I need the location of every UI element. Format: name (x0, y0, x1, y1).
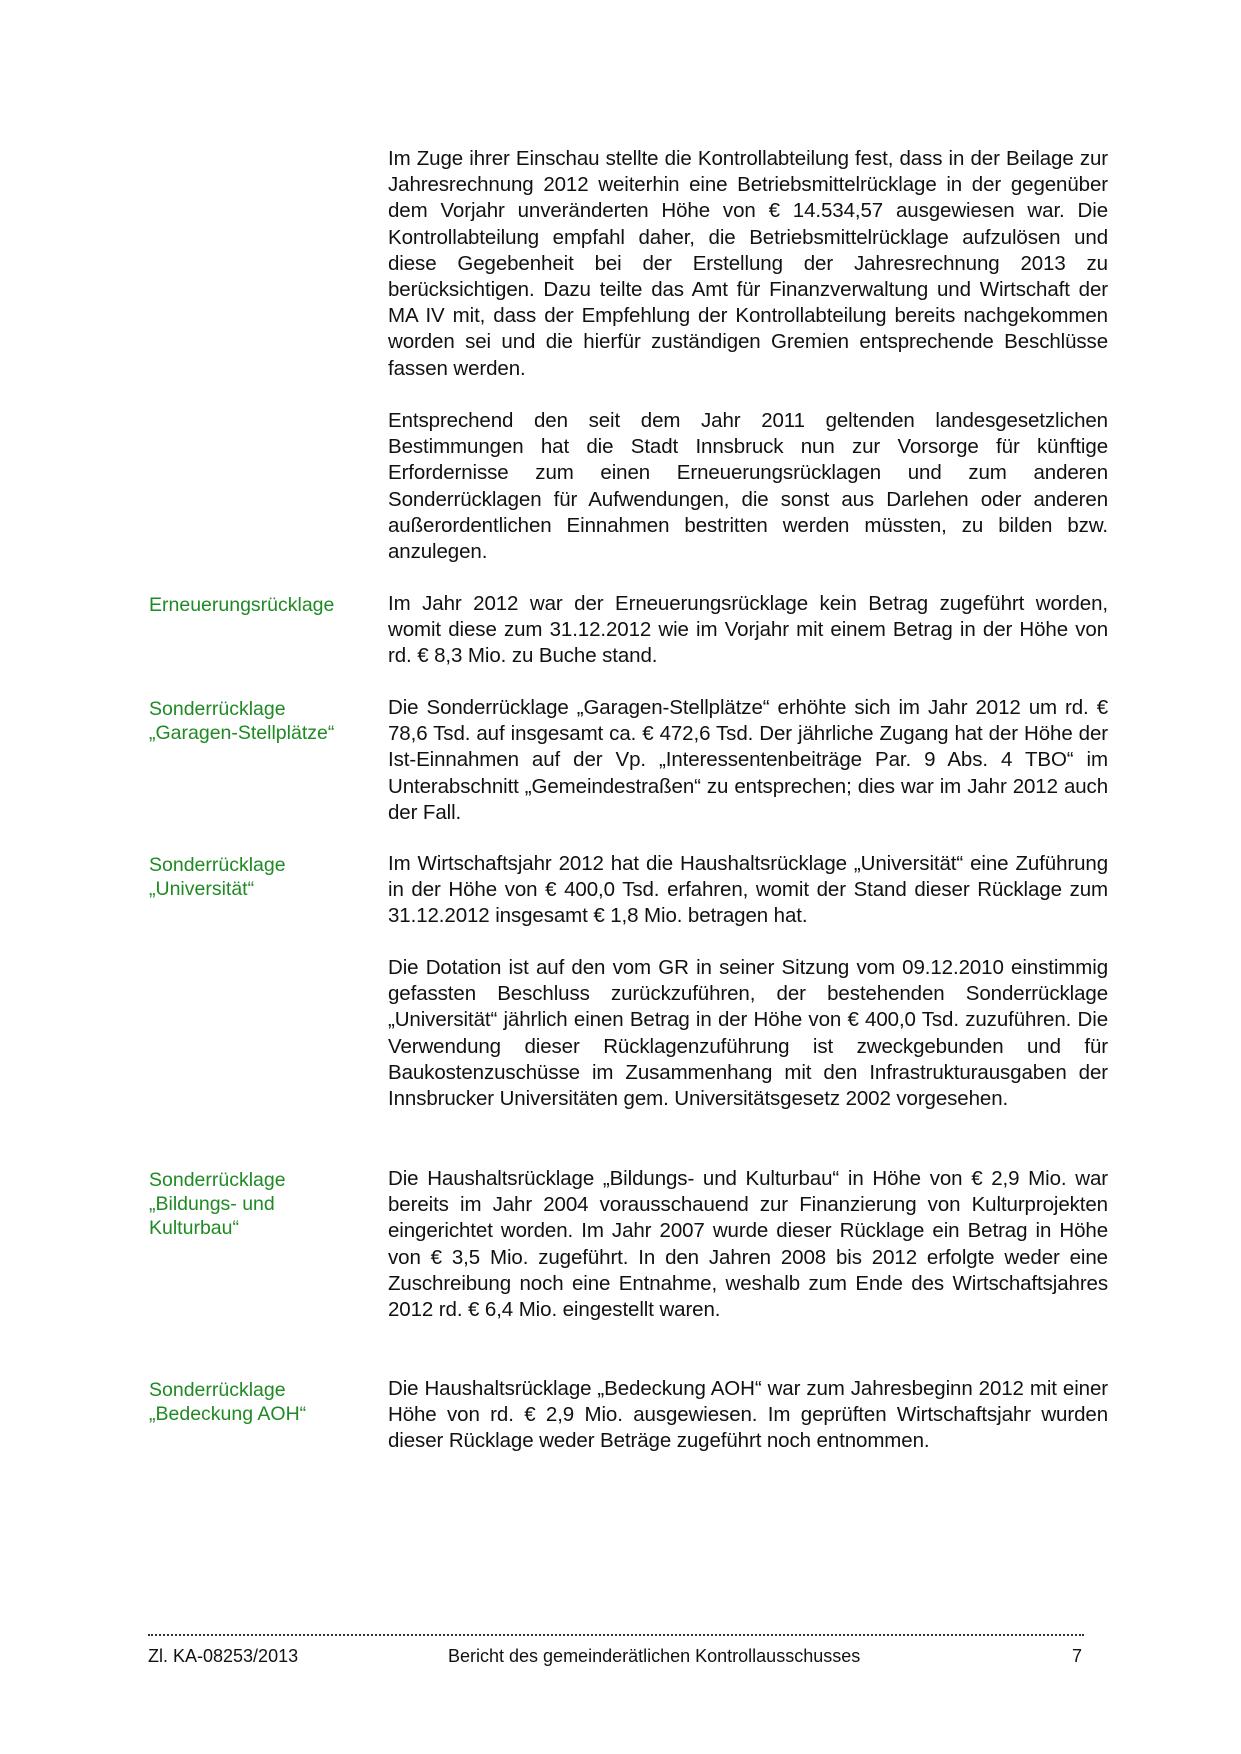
footer-reference: Zl. KA-08253/2013 (148, 1646, 299, 1666)
paragraph-dotation: Die Dotation ist auf den vom GR in seiner Sitzung vom 09.12.2010 einstimmig gefassten Beschluss zurückzuführen, der bestehenden Sonderrücklage „Universität“ jährlich einen Betrag in der Höhe von € 400,0 Tsd. zuzuführen. Die Verwendung dieser Rücklagenzuführung ist zweckgebunden und für Baukostenzuschüsse im Zusammenhang mit den Infrastrukturausgaben der Innsbrucker Universitäten gem. Universitätsgesetz 2002 vorgesehen. (388, 956, 1108, 1111)
footer-page-number: 7 (1072, 1646, 1083, 1666)
margin-label-universitaet: Sonderrücklage „Universität“ (149, 854, 286, 900)
paragraph-betriebsmittelruecklage: Im Zuge ihrer Einschau stellte die Kontrollabteilung fest, dass in der Beilage zur Jahresrechnung 2012 weiterhin eine Betriebsmittelrücklage in der gegenüber dem Vorjahr unveränderten Höhe von € 14.534,57 ausgewiesen war. Die Kontrollabteilung empfahl daher, die Betriebsmittelrücklage aufzulösen und diese Gegebenheit bei der Erstellung der Jahresrechnung 2013 zu berücksichtigen. Dazu teilte das Amt für Finanzverwaltung und Wirtschaft der MA IV mit, dass der Empfehlung der Kontrollabteilung bereits nachgekommen worden sei und die hierfür zuständigen Gremien entsprechende Beschlüsse fassen werden. (388, 147, 1108, 380)
footer-divider (148, 1634, 1084, 1636)
paragraph-erneuerungsruecklage: Im Jahr 2012 war der Erneuerungsrücklage kein Betrag zugeführt worden, womit diese zum 31.12.2012 wie im Vorjahr mit einem Betrag in der Höhe von rd. € 8,3 Mio. zu Buche stand. (388, 592, 1108, 668)
paragraph-bildungs-kulturbau: Die Haushaltsrücklage „Bildungs- und Kulturbau“ in Höhe von € 2,9 Mio. war bereits im Jahr 2004 vorausschauend zur Finanzierung von Kulturprojekten eingerichtet worden. Im Jahr 2007 wurde dieser Rücklage ein Betrag in Höhe von € 3,5 Mio. zugeführt. In den Jahren 2008 bis 2012 erfolgte weder eine Zuschreibung noch eine Entnahme, weshalb zum Ende des Wirtschaftsjahres 2012 rd. € 6,4 Mio. eingestellt waren. (388, 1167, 1108, 1322)
paragraph-bedeckung-aoh: Die Haushaltsrücklage „Bedeckung AOH“ war zum Jahresbeginn 2012 mit einer Höhe von rd. € 2,9 Mio. ausgewiesen. Im geprüften Wirtschaftsjahr wurden dieser Rücklage weder Beträge zugeführt noch entnommen. (388, 1377, 1108, 1453)
margin-label-bedeckung-aoh: Sonderrücklage „Bedeckung AOH“ (149, 1379, 307, 1425)
footer-title: Bericht des gemeinderätlichen Kontrollausschusses (448, 1646, 861, 1666)
margin-label-garagen: Sonderrücklage „Garagen-Stellplätze“ (149, 698, 335, 744)
paragraph-garagen: Die Sonderrücklage „Garagen-Stellplätze“ erhöhte sich im Jahr 2012 um rd. € 78,6 Tsd. auf insgesamt ca. € 472,6 Tsd. Der jährliche Zugang hat der Höhe der Ist-Einnahmen auf der Vp. „Interessentenbeiträge Par. 9 Abs. 4 TBO“ im Unterabschnitt „Gemeindestraßen“ zu entsprechen; dies war im Jahr 2012 auch der Fall. (388, 696, 1108, 824)
paragraph-landesgesetz: Entsprechend den seit dem Jahr 2011 geltenden landesgesetzlichen Bestimmungen hat die Stadt Innsbruck nun zur Vorsorge für künftige Erfordernisse zum einen Erneuerungsrücklagen und zum anderen Sonderrücklagen für Aufwendungen, die sonst aus Darlehen oder anderen außerordentlichen Einnahmen bestritten werden müssten, zu bilden bzw. anzulegen. (388, 409, 1108, 564)
margin-label-bildungs-kulturbau: Sonderrücklage „Bildungs- und Kulturbau“ (149, 1169, 286, 1239)
margin-label-erneuerungsruecklage: Erneuerungsrücklage (149, 594, 335, 616)
paragraph-universitaet: Im Wirtschaftsjahr 2012 hat die Haushaltsrücklage „Universität“ eine Zuführung in der Höhe von € 400,0 Tsd. erfahren, womit der Stand dieser Rücklage zum 31.12.2012 insgesamt € 1,8 Mio. betragen hat. (388, 852, 1108, 928)
